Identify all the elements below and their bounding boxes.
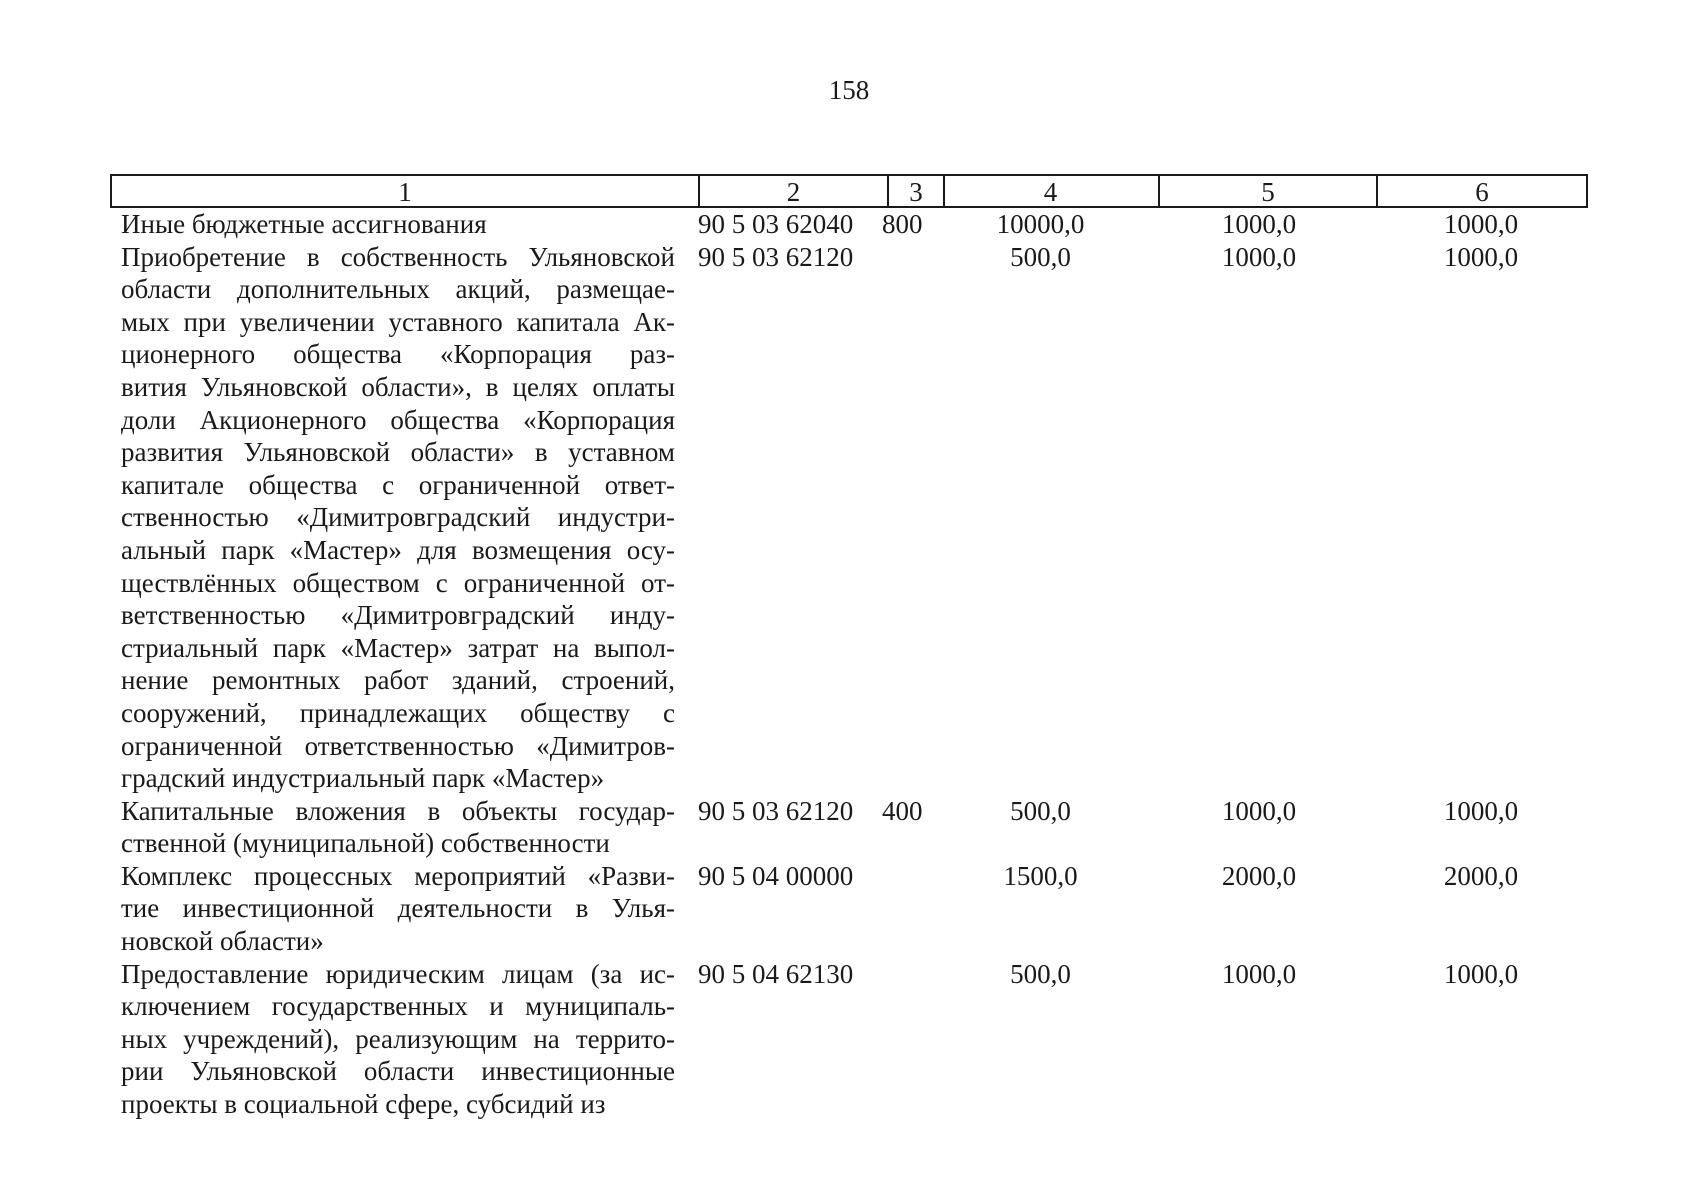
- row-value-col4: 500,0: [1010, 795, 1071, 826]
- description-line: ных учреждений), реализующим на террито-: [121, 1023, 675, 1054]
- description-line: ключением государственных и муниципаль-: [121, 991, 675, 1022]
- description-line: доли Акционерного общества «Корпорация: [121, 404, 675, 435]
- row-value-col6: 1000,0: [1443, 241, 1519, 272]
- header-col-3: 3: [909, 177, 923, 207]
- table-row: [0, 860, 1698, 958]
- header-col-2: 2: [786, 177, 801, 207]
- row-expense-type: 400: [882, 795, 923, 826]
- row-value-col4: 10000,0: [996, 209, 1085, 239]
- row-value-col5: 1000,0: [1221, 795, 1297, 826]
- row-code: 90 5 03 62120: [698, 241, 854, 272]
- table-body: [0, 208, 1698, 1121]
- row-value-col4: 500,0: [1010, 241, 1071, 272]
- header-col-1: 1: [398, 177, 412, 207]
- description-line: ционерного общества «Корпорация раз-: [121, 339, 675, 370]
- row-code: 90 5 03 62040: [698, 209, 854, 239]
- description-line: рии Ульяновской области инвестиционные: [121, 1056, 675, 1087]
- description-line: Иные бюджетные ассигнования: [121, 209, 487, 239]
- description-line: ственной (муниципальной) собственности: [121, 828, 610, 859]
- description-line: альный парк «Мастер» для возмещения осу-: [121, 534, 675, 565]
- row-value-col6: 1000,0: [1443, 795, 1519, 826]
- description-line: вития Ульяновской области», в целях оплаты: [121, 371, 675, 402]
- description-line: ществлённых обществом с ограниченной от-: [121, 567, 675, 598]
- row-value-col6: 1000,0: [1443, 958, 1519, 989]
- row-code: 90 5 03 62120: [698, 795, 854, 826]
- row-description: [121, 241, 675, 795]
- row-code: 90 5 04 00000: [698, 860, 854, 891]
- table-row: [0, 241, 1698, 795]
- row-value-col6: 1000,0: [1443, 209, 1519, 239]
- row-value-col5: 1000,0: [1221, 209, 1297, 239]
- row-value-col5: 1000,0: [1221, 958, 1297, 989]
- description-line: тие инвестиционной деятельности в Улья-: [121, 893, 675, 924]
- table-row: [0, 795, 1698, 860]
- row-description: [121, 208, 675, 241]
- header-col-5: 5: [1261, 177, 1275, 207]
- description-line: нение ремонтных работ зданий, строений,: [121, 665, 675, 696]
- description-line: Капитальные вложения в объекты государ-: [121, 795, 675, 826]
- description-line: ственностью «Димитровградский индустри-: [121, 502, 675, 533]
- description-line: Приобретение в собственность Ульяновской: [121, 241, 675, 272]
- row-value-col4: 1500,0: [1003, 860, 1078, 891]
- description-line: градский индустриальный парк «Мастер»: [121, 763, 605, 794]
- row-value-col6: 2000,0: [1443, 860, 1519, 891]
- description-line: области дополнительных акций, размещае-: [121, 274, 675, 305]
- table-row: [0, 958, 1698, 1121]
- row-code: 90 5 04 62130: [698, 958, 854, 989]
- description-line: капитале общества с ограниченной ответ-: [121, 469, 675, 500]
- table-header-row: [110, 174, 1588, 208]
- description-line: развития Ульяновской области» в уставном: [121, 437, 675, 468]
- row-value-col5: 1000,0: [1221, 241, 1297, 272]
- description-line: новской области»: [121, 926, 324, 957]
- description-line: сооружений, принадлежащих обществу с: [121, 697, 675, 728]
- description-line: проекты в социальной сфере, субсидий из: [121, 1089, 606, 1120]
- row-description: [121, 860, 675, 958]
- description-line: мых при увеличении уставного капитала Ак-: [121, 306, 675, 337]
- row-description: [121, 795, 675, 860]
- header-col-6: 6: [1475, 177, 1489, 207]
- row-expense-type: 800: [882, 209, 923, 239]
- description-line: стриальный парк «Мастер» затрат на выпол-: [121, 632, 675, 663]
- row-value-col4: 500,0: [1010, 958, 1071, 989]
- table-row: [0, 208, 1698, 241]
- description-line: Комплекс процессных мероприятий «Разви-: [121, 860, 675, 891]
- description-line: Предоставление юридическим лицам (за ис-: [121, 958, 675, 989]
- row-description: [121, 958, 675, 1121]
- description-line: ограниченной ответственностью «Димитров-: [121, 730, 675, 761]
- header-col-4: 4: [1043, 177, 1058, 207]
- row-value-col5: 2000,0: [1221, 860, 1297, 891]
- description-line: ветственностью «Димитровградский инду-: [121, 600, 675, 631]
- page-number: 158: [828, 75, 870, 105]
